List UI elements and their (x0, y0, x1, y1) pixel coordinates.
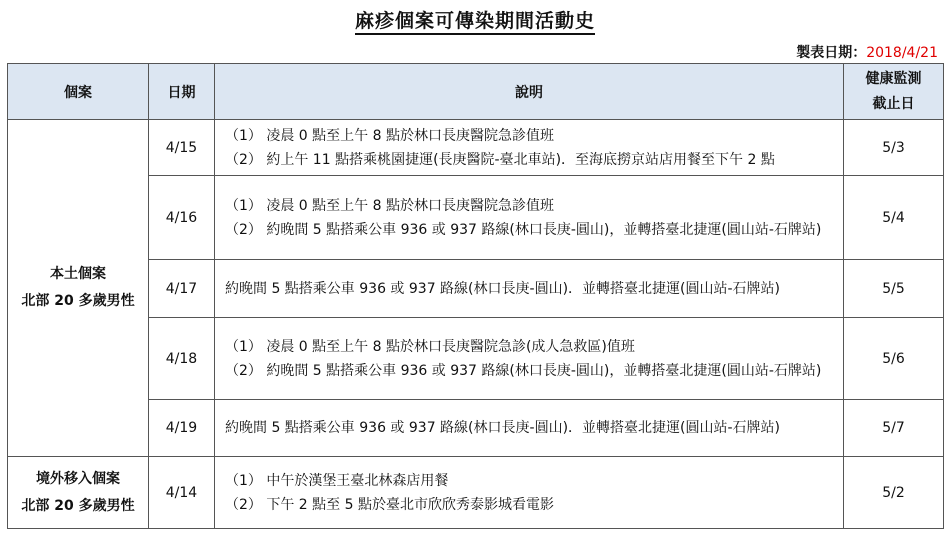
row-date: 4/17 (149, 260, 215, 318)
row-date: 4/15 (149, 120, 215, 176)
header-end-line2: 截止日 (872, 95, 915, 112)
desc-item: （2） 約上午 11 點搭乘桃園捷運(長庚醫院-臺北車站)．至海底撈京站店用餐至下午 2 點 (225, 151, 775, 168)
header-row (8, 64, 944, 120)
header-case: 個案 (8, 64, 149, 120)
document-title: 麻疹個案可傳染期間活動史 (0, 6, 950, 33)
desc-item: （2） 約晚間 5 點搭乘公車 936 或 937 路線(林口長庚-圓山)，並轉搭臺北捷運(圓山站-石牌站) (225, 362, 822, 379)
table-row (8, 400, 944, 457)
table-row (8, 176, 944, 260)
row-description (215, 457, 844, 529)
case-local-line2: 北部 20 多歲男性 (21, 293, 135, 309)
case-local (8, 120, 149, 457)
desc-item: （1） 中午於漢堡王臺北林森店用餐 (225, 472, 449, 489)
row-description (215, 260, 844, 318)
row-description (215, 120, 844, 176)
activity-table (7, 63, 944, 529)
row-end-date: 5/5 (844, 260, 944, 318)
case-imported (8, 457, 149, 529)
header-desc: 說明 (215, 64, 844, 120)
row-end-date: 5/7 (844, 400, 944, 457)
row-description (215, 400, 844, 457)
row-date: 4/18 (149, 318, 215, 400)
table-row (8, 120, 944, 176)
desc-item: （1） 凌晨 0 點至上午 8 點於林口長庚醫院急診值班 (225, 127, 554, 144)
row-description (215, 176, 844, 260)
table-row (8, 318, 944, 400)
table-date (796, 42, 938, 62)
desc-item: （1） 凌晨 0 點至上午 8 點於林口長庚醫院急診(成人急救區)值班 (225, 338, 635, 355)
desc-item: （2） 下午 2 點至 5 點於臺北市欣欣秀泰影城看電影 (225, 496, 554, 513)
table-row (8, 260, 944, 318)
row-end-date: 5/3 (844, 120, 944, 176)
desc-text: 約晚間 5 點搭乘公車 936 或 937 路線(林口長庚-圓山)．並轉搭臺北捷運(圓山站-石牌站) (225, 280, 781, 297)
case-imported-line2: 北部 20 多歲男性 (21, 497, 135, 514)
table-date-label: 製表日期： (796, 45, 867, 61)
row-end-date: 5/2 (844, 457, 944, 529)
row-description (215, 318, 844, 400)
case-local-line1: 本土個案 (50, 266, 106, 282)
desc-item: （1） 凌晨 0 點至上午 8 點於林口長庚醫院急診值班 (225, 197, 554, 214)
row-date: 4/16 (149, 176, 215, 260)
row-end-date: 5/4 (844, 176, 944, 260)
table-date-value: 2018/4/21 (866, 45, 938, 61)
row-end-date: 5/6 (844, 318, 944, 400)
row-date: 4/14 (149, 457, 215, 529)
header-end (844, 64, 944, 120)
row-date: 4/19 (149, 400, 215, 457)
desc-text: 約晚間 5 點搭乘公車 936 或 937 路線(林口長庚-圓山)．並轉搭臺北捷運(圓山站-石牌站) (225, 420, 781, 436)
header-date: 日期 (149, 64, 215, 120)
table-row (8, 457, 944, 529)
header-end-line1: 健康監測 (865, 70, 922, 87)
case-imported-line1: 境外移入個案 (36, 470, 120, 487)
desc-item: （2） 約晚間 5 點搭乘公車 936 或 937 路線(林口長庚-圓山)，並轉搭臺北捷運(圓山站-石牌站) (225, 221, 822, 238)
